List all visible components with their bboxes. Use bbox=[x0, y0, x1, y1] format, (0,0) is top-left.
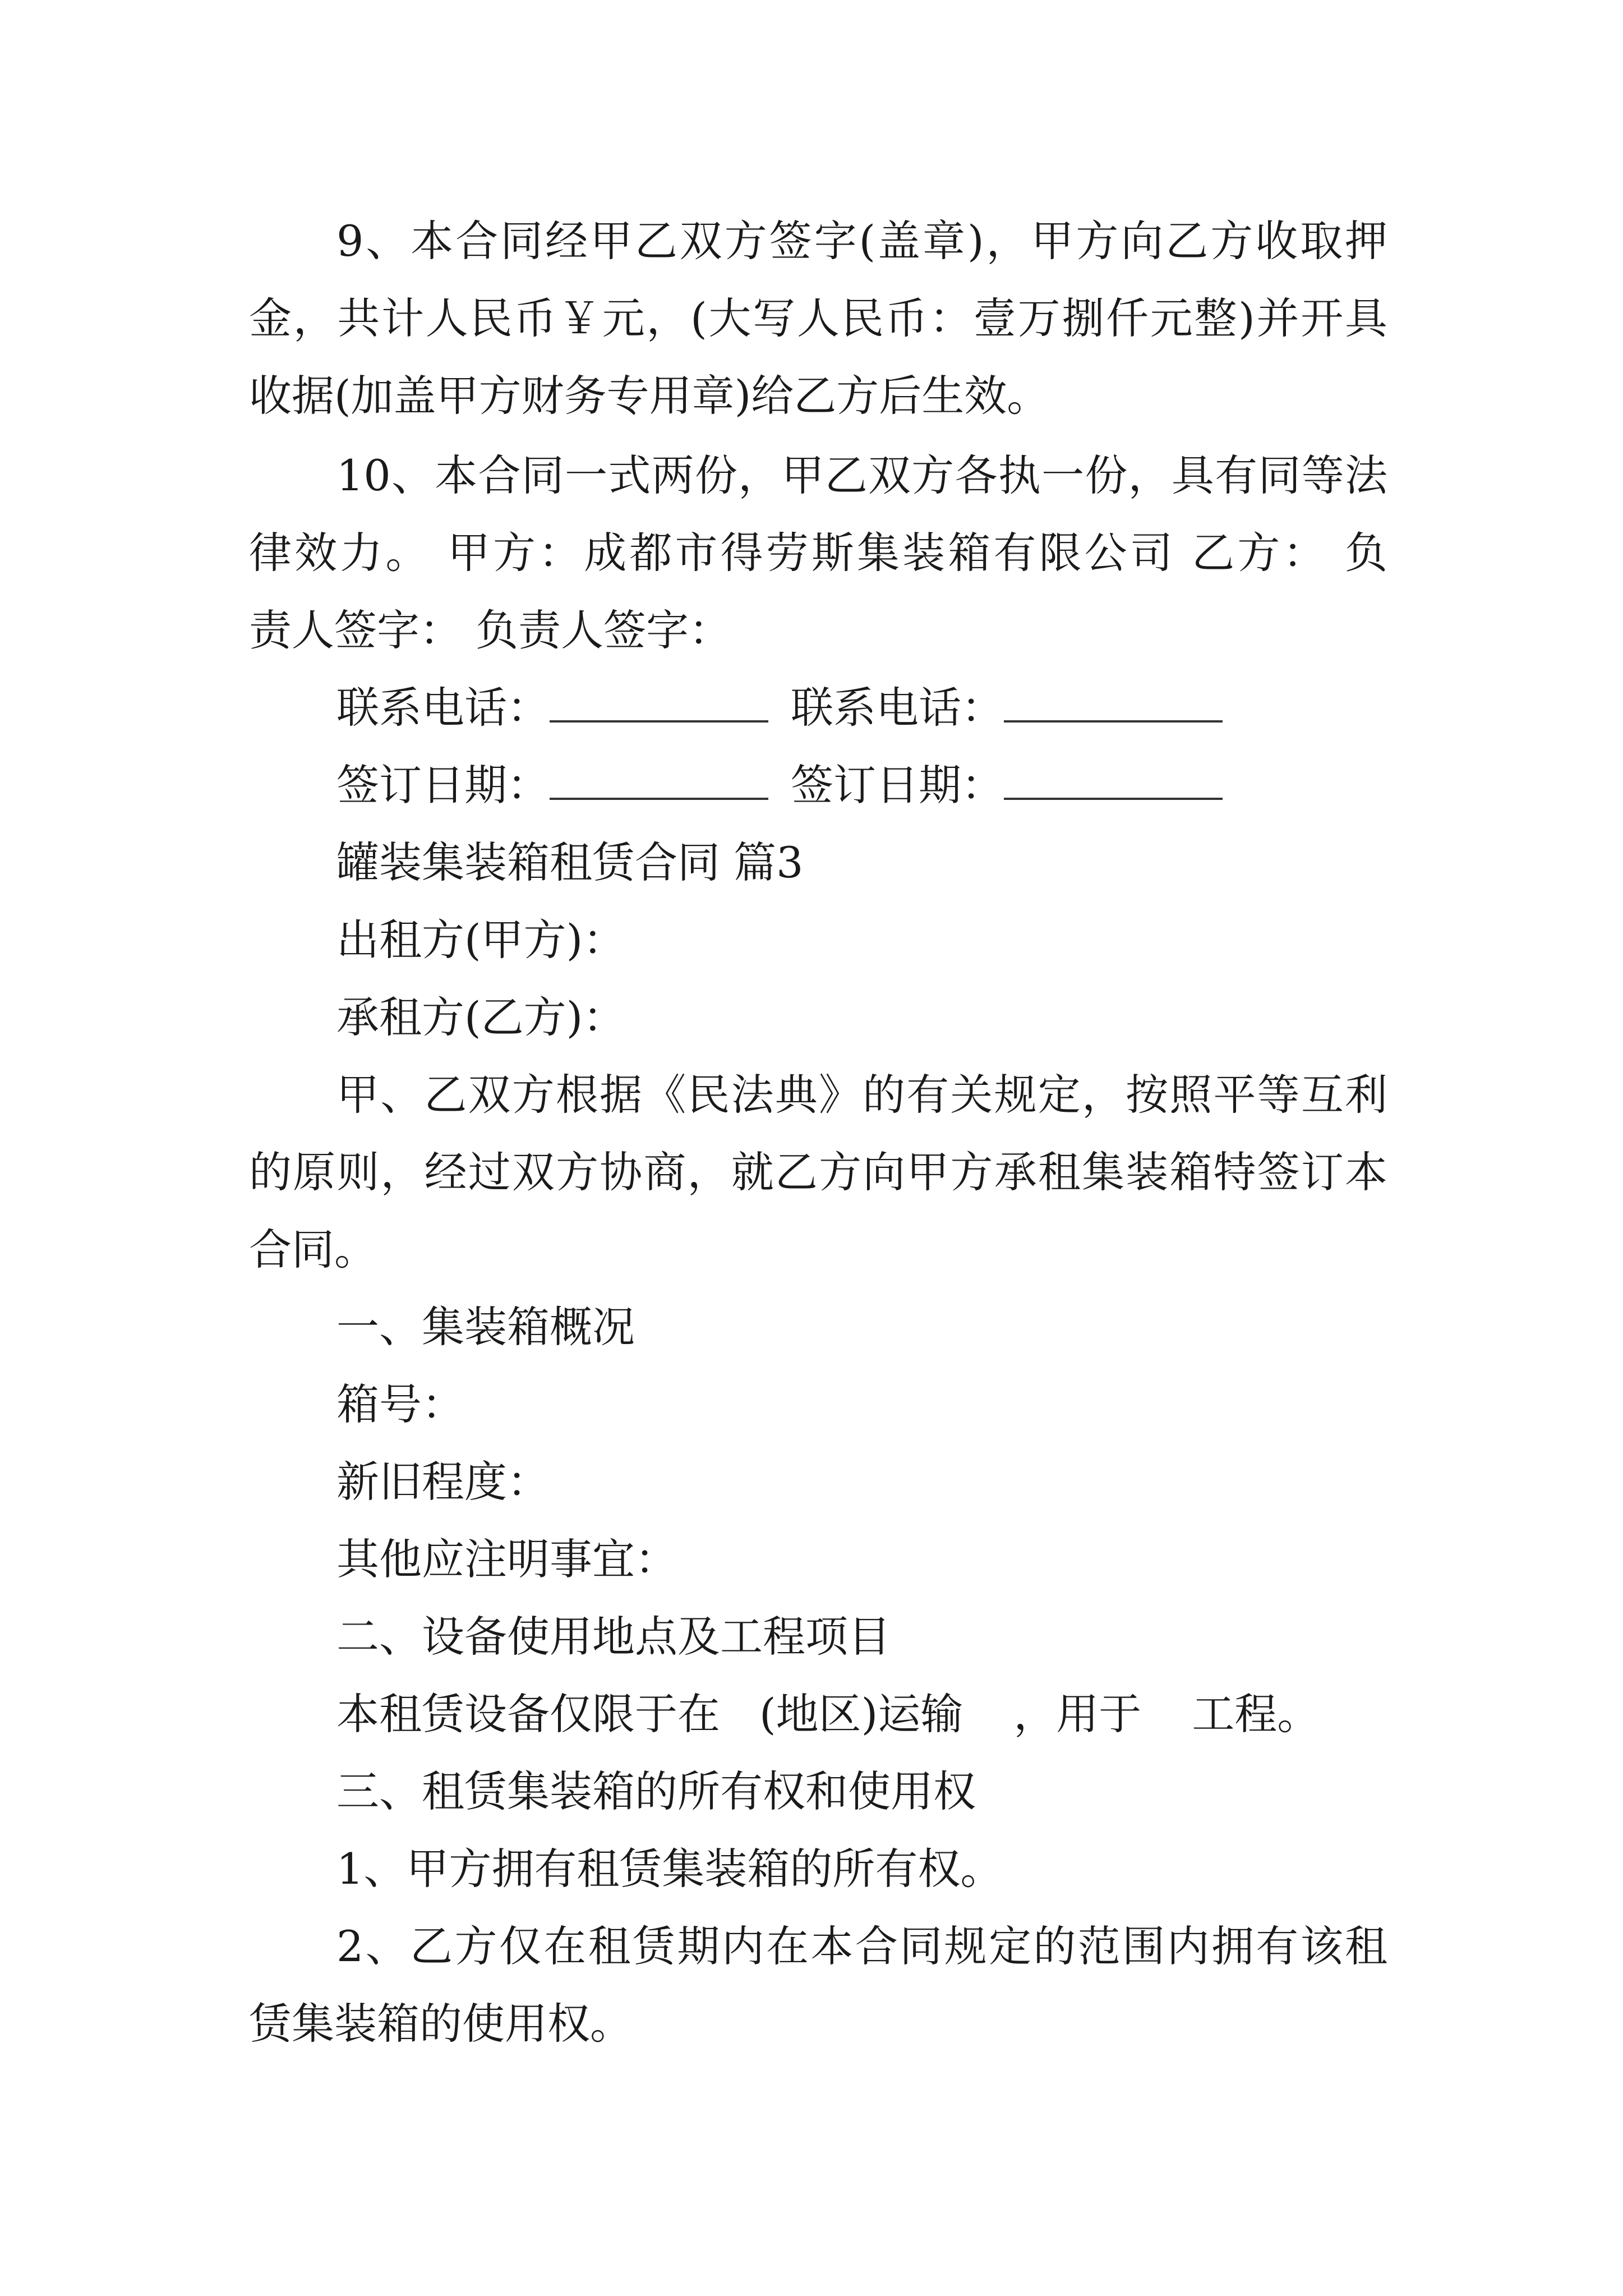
heading-usage-location: 二、设备使用地点及工程项目 bbox=[336, 1612, 891, 1662]
intro-line2: 的原则，经过双方协商，就乙方向甲方承租集装箱特签订本 bbox=[249, 1147, 1387, 1197]
condition-line: 新旧程度： bbox=[336, 1457, 550, 1507]
phone-blank-b bbox=[1004, 687, 1223, 723]
usage-part-d: 工程。 bbox=[1192, 1689, 1320, 1739]
usage-part-b: (地区)运输 bbox=[759, 1689, 963, 1739]
box-number-line: 箱号： bbox=[336, 1379, 464, 1429]
item2-line1: 2、乙方仅在租赁期内在本合同规定的范围内拥有该租 bbox=[336, 1921, 1387, 1971]
item1-line: 1、甲方拥有租赁集装箱的所有权。 bbox=[336, 1844, 1003, 1894]
usage-part-a: 本租赁设备仅限于在 bbox=[336, 1689, 720, 1739]
date-blank-b bbox=[1004, 764, 1223, 800]
other-matters-line: 其他应注明事宜： bbox=[336, 1534, 677, 1584]
date-label-b: 签订日期： bbox=[791, 760, 1004, 810]
phone-row bbox=[336, 680, 1387, 736]
heading-container-overview: 一、集装箱概况 bbox=[336, 1302, 635, 1352]
usage-line bbox=[336, 1686, 1387, 1742]
phone-blank-a bbox=[550, 687, 768, 723]
heading-ownership: 三、租赁集装箱的所有权和使用权 bbox=[336, 1766, 976, 1816]
clause9-line2: 金，共计人民币￥元，(大写人民币：壹万捌仟元整)并开具 bbox=[249, 293, 1387, 343]
phone-label-b: 联系电话： bbox=[791, 683, 1004, 733]
date-label-a: 签订日期： bbox=[336, 760, 550, 810]
item2-line2: 赁集装箱的使用权。 bbox=[249, 1999, 633, 2049]
lessee-line: 承租方(乙方)： bbox=[336, 992, 626, 1042]
clause10-line2: 律效力。 甲方：成都市得劳斯集装箱有限公司 乙方： 负 bbox=[249, 528, 1387, 578]
lessor-line: 出租方(甲方)： bbox=[336, 915, 626, 965]
intro-line1: 甲、乙双方根据《民法典》的有关规定，按照平等互利 bbox=[336, 1070, 1387, 1120]
usage-part-c: ，用于 bbox=[1013, 1689, 1142, 1739]
date-blank-a bbox=[550, 764, 768, 800]
clause9-line3: 收据(加盖甲方财务专用章)给乙方后生效。 bbox=[249, 371, 1050, 421]
intro-line3: 合同。 bbox=[249, 1225, 377, 1274]
clause10-line3: 责人签字： 负责人签字： bbox=[249, 605, 732, 655]
date-row bbox=[336, 757, 1387, 813]
section3-title: 罐装集装箱租赁合同 篇3 bbox=[336, 838, 804, 887]
phone-label-a: 联系电话： bbox=[336, 683, 550, 733]
clause9-line1: 9、本合同经甲乙双方签字(盖章)，甲方向乙方收取押 bbox=[336, 216, 1387, 266]
clause10-line1: 10、本合同一式两份，甲乙双方各执一份，具有同等法 bbox=[336, 450, 1387, 500]
